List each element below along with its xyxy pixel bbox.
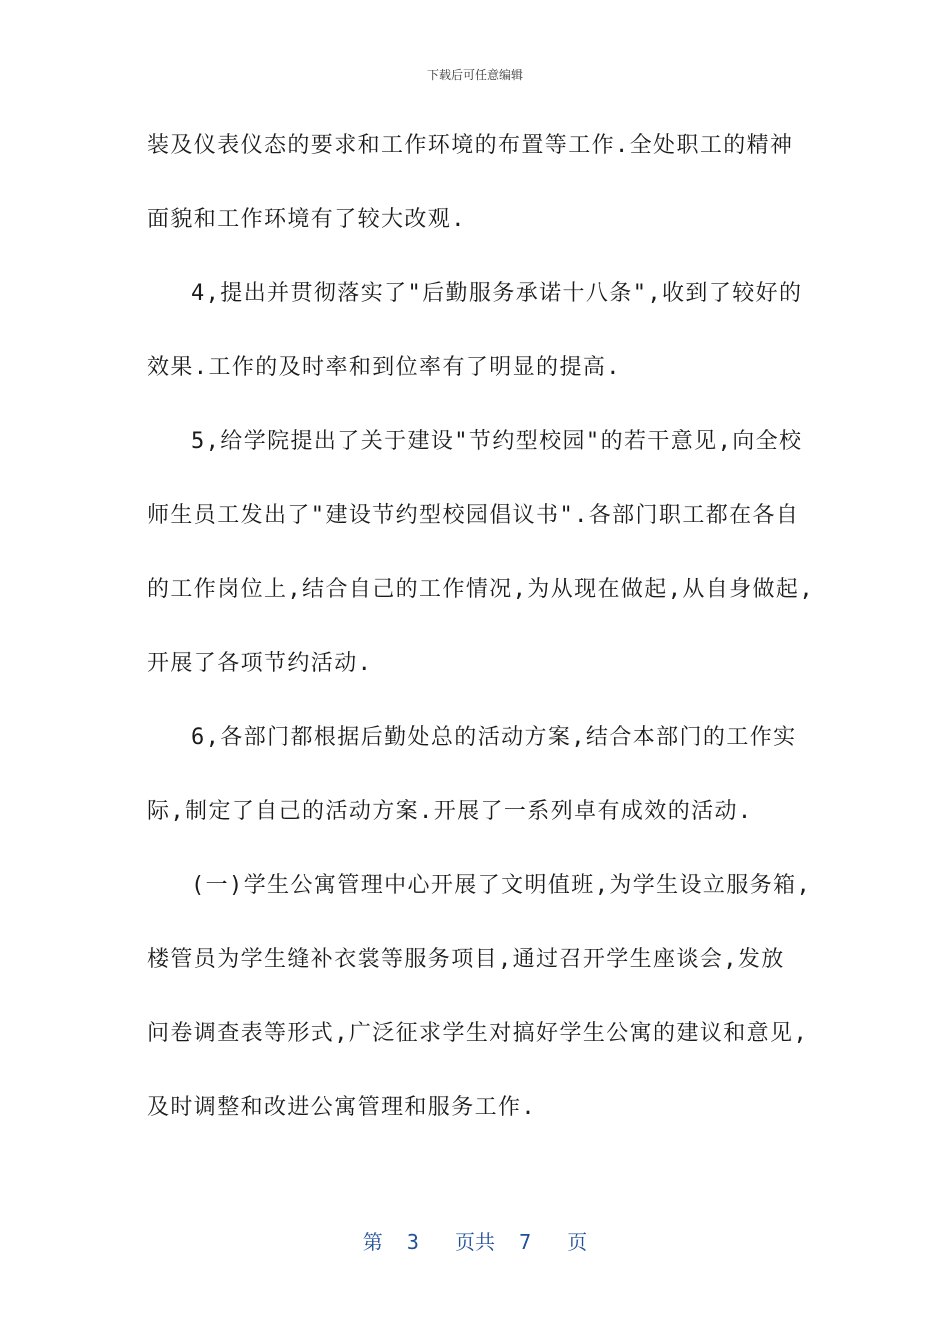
text-line: 及时调整和改进公寓管理和服务工作. (147, 1095, 537, 1120)
text-line: (一)学生公寓管理中心开展了文明值班,为学生设立服务箱, (191, 873, 812, 898)
page-footer: 第 3 页共 7 页 (362, 1230, 588, 1254)
text-line: 6,各部门都根据后勤处总的活动方案,结合本部门的工作实 (191, 725, 797, 750)
text-line: 师生员工发出了"建设节约型校园倡议书".各部门职工都在各自 (147, 503, 800, 528)
text-line: 问卷调查表等形式,广泛征求学生对搞好学生公寓的建议和意见, (147, 1021, 809, 1046)
text-line: 开展了各项节约活动. (147, 651, 373, 676)
page-header: 下载后可任意编辑 (426, 68, 523, 82)
text-line: 际,制定了自己的活动方案.开展了一系列卓有成效的活动. (147, 799, 753, 824)
text-line: 装及仪表仪态的要求和工作环境的布置等工作.全处职工的精神 (147, 133, 794, 158)
document-body (147, 122, 814, 1158)
text-line: 面貌和工作环境有了较大改观. (147, 207, 466, 232)
text-line: 5,给学院提出了关于建设"节约型校园"的若干意见,向全校 (191, 429, 803, 454)
text-line: 4,提出并贯彻落实了"后勤服务承诺十八条",收到了较好的 (191, 281, 803, 306)
text-line: 楼管员为学生缝补衣裳等服务项目,通过召开学生座谈会,发放 (147, 947, 785, 972)
text-line: 效果.工作的及时率和到位率有了明显的提高. (147, 355, 621, 380)
text-line: 的工作岗位上,结合自己的工作情况,为从现在做起,从自身做起, (147, 577, 814, 602)
